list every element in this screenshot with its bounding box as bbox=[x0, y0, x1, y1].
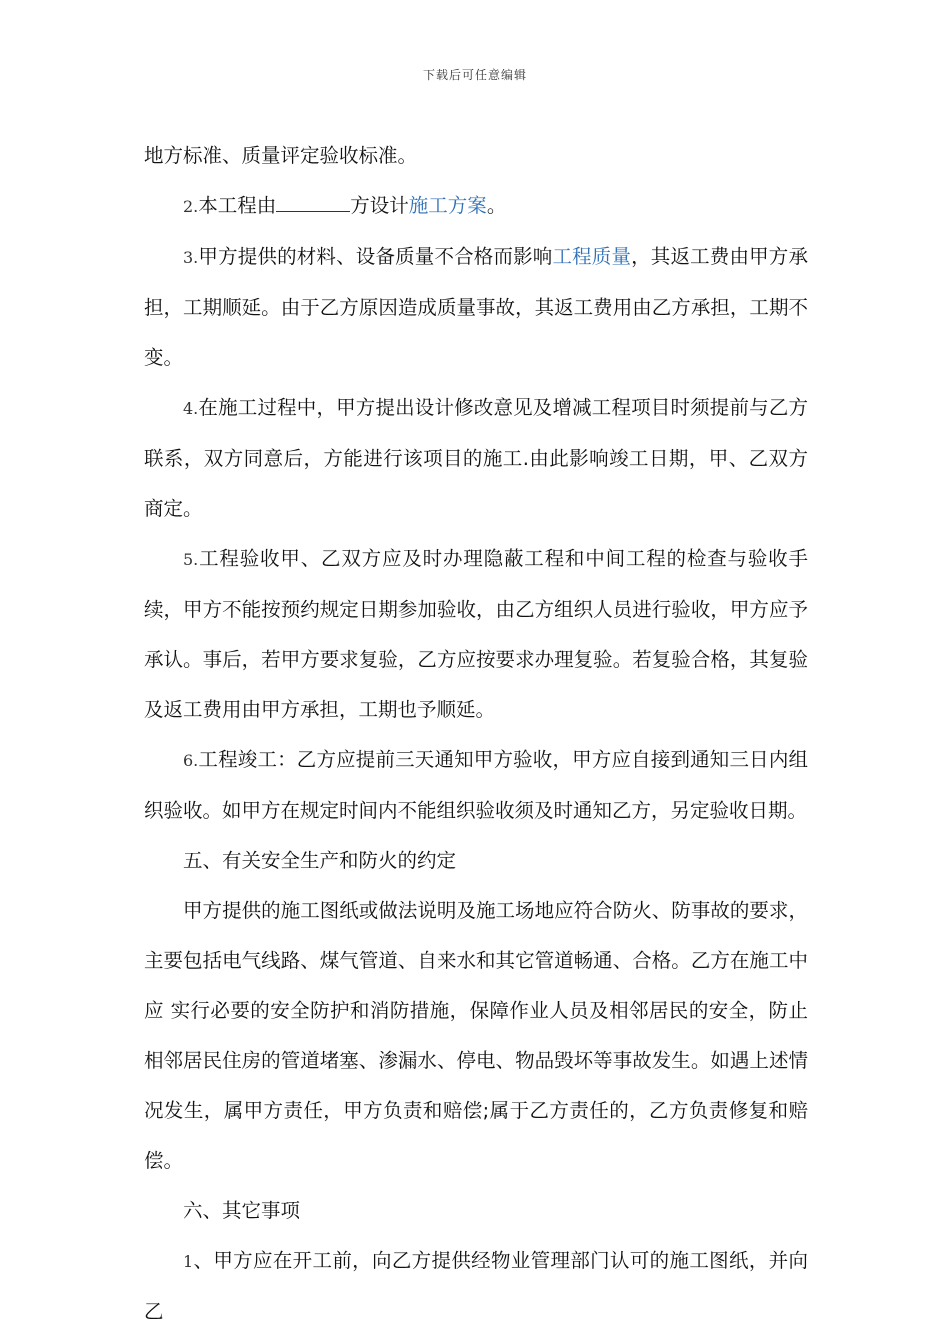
item-number: 2. bbox=[183, 197, 199, 216]
item-number: 1 bbox=[183, 1252, 194, 1271]
section-heading-safety: 五、有关安全生产和防火的约定 bbox=[183, 849, 457, 872]
paragraph-safety-terms: 甲方提供的施工图纸或做法说明及施工场地应符合防火、防事故的要求，主要包括电气线路、煤气管道、自来水和其它管道畅通、合格。乙方在施工中应 实行必要的安全防护和消防措施，保障作业人员及相邻居民的安全，防止相邻居民住房的管道堵塞、渗漏水、停电、物品毁坏等事故发生。如遇上述情况发生，属甲方责任，甲方负责和赔偿;属于乙方责任的，乙方负责修复和赔偿。 bbox=[144, 899, 808, 1172]
paragraph-text: 工程验收甲、乙双方应及时办理隐蔽工程和中间工程的检查与验收手续，甲方不能按预约规定日期参加验收，由乙方组织人员进行验收，甲方应予承认。事后，若甲方要求复验，乙方应按要求办理复验。若复验合格，其复验及返工费用由甲方承担，工期也予顺延。 bbox=[144, 547, 808, 721]
construction-plan-link[interactable]: 施工方案 bbox=[408, 194, 487, 217]
section-heading-other: 六、其它事项 bbox=[183, 1199, 301, 1222]
page-header: 下载后可任意编辑 bbox=[422, 68, 527, 82]
paragraph-drawings bbox=[144, 1236, 808, 1337]
document-body bbox=[144, 131, 808, 1337]
blank-fill-line bbox=[276, 191, 350, 212]
item-number: 5. bbox=[183, 550, 199, 569]
item-number: 6. bbox=[183, 751, 199, 770]
paragraph-text: 工程竣工：乙方应提前三天通知甲方验收，甲方应自接到通知三日内组织验收。如甲方在规定时间内不能组织验收须及时通知乙方，另定验收日期。 bbox=[144, 748, 808, 822]
paragraph-text: ，其返工费由甲方承担，工期顺延。由于乙方原因造成质量事故，其返工费用由乙方承担，工期不变。 bbox=[144, 245, 808, 369]
paragraph-text: 在施工过程中，甲方提出设计修改意见及增减工程项目时须提前与乙方联系，双方同意后，方能进行该项目的施工.由此影响竣工日期，甲、乙双方商定。 bbox=[144, 396, 808, 520]
paragraph-material-quality bbox=[144, 232, 808, 383]
paragraph-standards-continued: 地方标准、质量评定验收标准。 bbox=[144, 144, 418, 167]
paragraph-text: 方设计 bbox=[350, 194, 409, 217]
paragraph-text: 本工程由 bbox=[198, 194, 277, 217]
paragraph-acceptance bbox=[144, 534, 808, 735]
paragraph-text: 、甲方应在开工前，向乙方提供经物业管理部门认可的施工图纸，并向乙 bbox=[144, 1249, 808, 1323]
paragraph-design-changes bbox=[144, 383, 808, 534]
paragraph-text: 。 bbox=[486, 194, 507, 217]
paragraph-text: 甲方提供的材料、设备质量不合格而影响 bbox=[198, 245, 553, 268]
paragraph-completion bbox=[144, 735, 808, 836]
paragraph-design-party bbox=[144, 181, 808, 232]
engineering-quality-link[interactable]: 工程质量 bbox=[552, 245, 632, 268]
item-number: 3. bbox=[183, 248, 199, 267]
item-number: 4. bbox=[183, 399, 199, 418]
